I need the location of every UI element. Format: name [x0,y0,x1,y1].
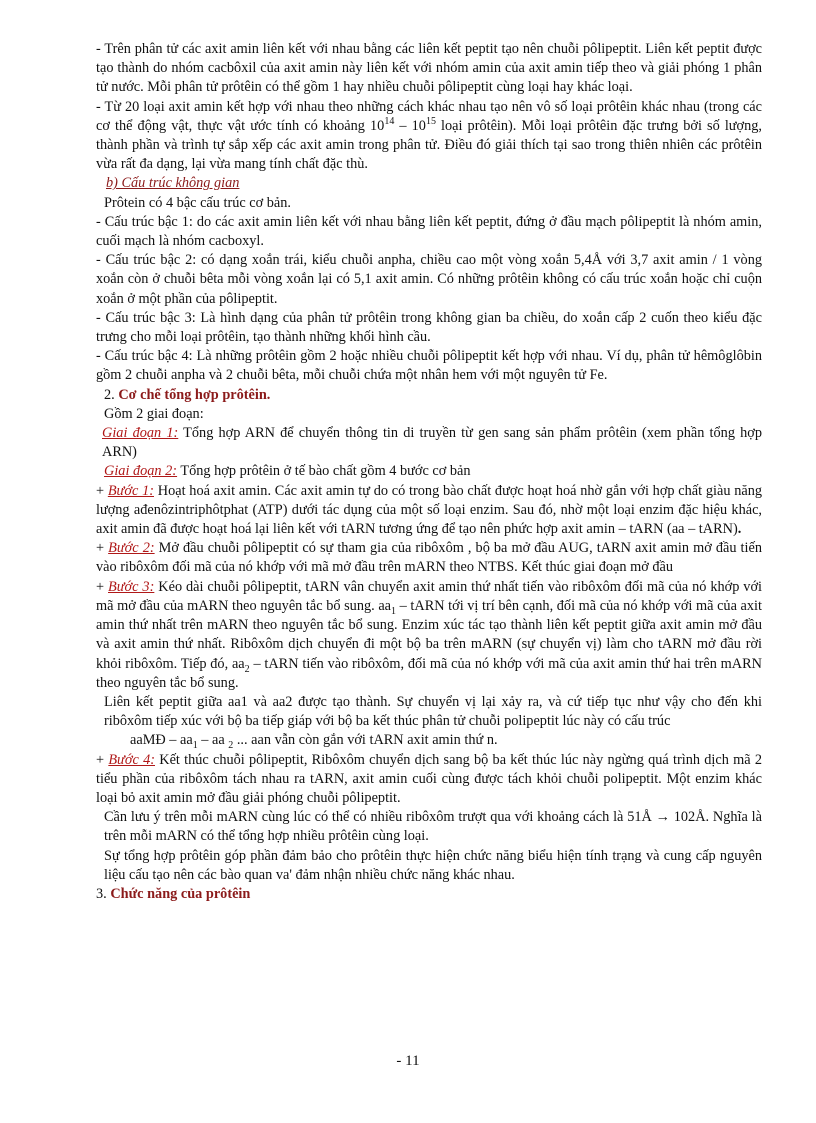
structure-text-c: ... aan vẫn còn gắn với tARN axit amin thứ n. [233,732,498,749]
spatial-intro: Prôtein có 4 bậc cấu trúc cơ bản. [104,194,291,211]
subscript-1: 1 [391,605,397,617]
synthesis-intro: Gồm 2 giai đoạn: [104,405,204,422]
step-1 [96,482,762,540]
step-4-label: Bước 4: [108,751,155,768]
paragraph-protein-diversity [96,98,762,175]
stage-2-label: Giai đoạn 2: [104,463,178,480]
page-number: - 11 [396,1053,420,1069]
spatial-structure-heading: b) Cấu trúc không gian [106,175,240,192]
structure-subscript-1: 1 [192,740,198,752]
stage-1 [96,424,762,462]
structure-level-4: - Cấu trúc bậc 4: Là những prôtêin gồm 2 hoặc nhiều chuỗi pôlipeptit kết hợp với nhau. Ví dụ, phân tử hêmôglôbin gồm 2 chuỗi anpha và 2 chuỗi bêta, mỗi chuỗi chứa một nhân hem với một nguyên tử Fe. [96,348,762,384]
stage-1-label: Giai đoạn 1: [102,425,179,442]
plus-marker: + [96,482,108,499]
step-2-label: Bước 2: [108,540,155,557]
step-3 [96,578,762,693]
structure-subscript-2: 2 [228,740,234,752]
plus-marker: + [96,578,108,595]
polypeptide-structure [96,731,762,750]
peptide-bond-continuation: Liên kết peptit giữa aa1 và aa2 được tạo thành. Sự chuyển vị lại xảy ra, và cứ tiếp tục như vậy cho đến khi ribôxôm tiếp xúc với bộ ba tiếp giáp với bộ ba kết thúc phân tử chuỗi polipeptit lúc này có cấu trúc [104,693,762,730]
diversity-text-b: – 10 [394,117,426,134]
stage-2 [96,462,762,481]
structure-text-a: aaMĐ – aa [130,732,193,749]
ribosome-note: Cần lưu ý trên mỗi mARN cùng lúc có thể có nhiều ribôxôm trượt qua với khoảng cách là 51Å → 102Å. Nghĩa là trên mỗi mARN có thể tổng hợp nhiều prôtêin cùng loại. [104,809,762,845]
synthesis-number: 2. [104,386,115,403]
step-3-text-a: Kéo dài chuỗi pôlipeptit, tARN vân chuyển axit amin thứ nhất tiến vào ribôxôm đối mã của nó khớp với mã mở đầu của mARN theo nguyên tắc bổ sung. aa [96,578,762,614]
function-number: 3. [96,885,107,902]
exponent-15: 15 [425,116,436,128]
stage-2-text: Tổng hợp prôtêin ở tế bào chất gồm 4 bước cơ bản [177,463,471,480]
structure-level-3: - Cấu trúc bậc 3: Là hình dạng của phân tử prôtêin trong không gian ba chiều, do xoắn cấp 2 cuốn theo kiểu đặc trưng cho mỗi loại prôtêin, tạo thành những khối hình cầu. [96,309,762,346]
document-page [96,40,762,904]
step-2-text: Mở đầu chuỗi pôlipeptit có sự tham gia của ribôxôm , bộ ba mở đầu AUG, tARN axit amin mở đầu tiến vào ribôxôm đối mã của nó khớp với mã mở đầu trên mARN theo NTBS. Kết thúc giai đoạn mở đầu [96,540,762,576]
function-heading [96,885,762,904]
diversity-text-c: loại prôtêin). Mỗi loại prôtêin đặc trưng bởi số lượng, thành phần và trình tự sắp xếp các axit amin trong phân tử. Điều đó giải thích tại sao trong thiên nhiên các prôtêin vừa rất đa dạng, lại vừa mang tính chất đặc thù. [96,117,762,173]
exponent-14: 14 [384,116,395,128]
synthesis-role-note: Sự tổng hợp prôtêin góp phần đảm bảo cho prôtêin thực hiện chức năng biểu hiện tính trạng và cung cấp nguyên liệu cấu tạo nên các bào quan va' đảm nhận nhiều chức năng khác nhau. [104,847,762,883]
step-1-end: . [737,521,742,538]
structure-level-2: - Cấu trúc bậc 2: có dạng xoắn trái, kiểu chuỗi anpha, chiều cao một vòng xoắn 5,4Å với 3,7 axit amin / 1 vòng xoắn còn ở chuỗi bêta mỗi vòng xoắn lại có 5,1 axit amin. Có những prôtêin không có cấu trúc xoắn hoặc chỉ cuộn xoắn ở một phần của pôlipeptit. [96,252,762,307]
step-4-text: Kết thúc chuỗi pôlipeptit, Ribôxôm chuyển dịch sang bộ ba kết thúc lúc này ngừng quá trình dịch mã 2 tiểu phần của ribôxôm tách nhau ra tARN, axit amin cuối cùng được tách khỏi chuỗi polipeptit. Một enzim khác loại bỏ axit amin mở đầu giải phóng chuỗi pôlipeptit. [96,751,762,806]
synthesis-title: Cơ chế tổng hợp prôtêin. [118,386,271,403]
subscript-2: 2 [244,663,250,675]
diversity-text-a: - Từ 20 loại axit amin kết hợp với nhau theo những cách khác nhau tạo nên vô số loại prôtêin khác nhau (trong các cơ thể động vật, thực vật ước tính có khoảng 10 [96,98,762,134]
paragraph-peptide-bond: - Trên phân tử các axit amin liên kết với nhau bằng các liên kết peptit tạo nên chuỗi pôlipeptit. Liên kết peptit được tạo thành do nhóm cacbôxil của axit amin này liên kết với nhóm amin của axit amin tiếp theo và giải phóng 1 phân tử nước. Mỗi phân tử prôtêin có thể gồm 1 hay nhiều chuỗi pôlipeptit cùng loại hay khác loại. [96,41,762,96]
step-3-text-b: – tARN tới vị trí bên cạnh, đối mã của nó khớp với mã của axit amin thứ nhất trên mARN theo nguyên tắc bổ sung. Enzim xúc tác tạo thành liên kết peptit giữa axit amin mở đầu và axit amin thứ nhất. Ribôxôm dịch chuyển đi một bộ ba trên mARN (sự chuyển vị) làm cho tARN mở đầu rời khỏi ribôxôm. Tiếp đó, aa [96,597,762,672]
structure-level-1: - Cấu trúc bậc 1: do các axit amin liên kết với nhau bằng liên kết peptit, đứng ở đầu mạch pôlipeptit là nhóm amin, cuối mạch là nhóm cacboxyl. [96,213,762,250]
plus-marker: + [96,751,109,768]
step-2 [96,539,762,577]
step-3-label: Bước 3: [108,578,155,595]
synthesis-heading [96,386,762,405]
structure-text-b: – aa [197,732,229,749]
stage-1-text: Tổng hợp ARN để chuyển thông tin di truyền từ gen sang sản phẩm prôtêin (xem phần tổng hợp ARN) [102,425,762,461]
function-title: Chức năng của prôtêin [110,885,251,902]
step-1-label: Bước 1: [107,482,154,499]
step-1-text: Hoạt hoá axit amin. Các axit amin tự do có trong bào chất được hoạt hoá nhờ gắn với hợp chất giàu năng lượng ađenôzintriphôtphat (ATP) dưới tác dụng của một số loại enzim. Sau đó, nhờ một loại enzim đặc hiệu khác, axit amin đã được hoạt hoá lại liên kết với tARN tương ứng để tạo nên phức hợp axit amin – tARN (aa – tARN) [96,482,763,538]
step-3-text-c: – tARN tiến vào ribôxôm, đối mã của nó khớp với mã của axit amin thứ hai trên mARN theo nguyên tắc bổ sung. [96,655,762,691]
step-4 [96,751,762,809]
plus-marker: + [96,540,109,557]
